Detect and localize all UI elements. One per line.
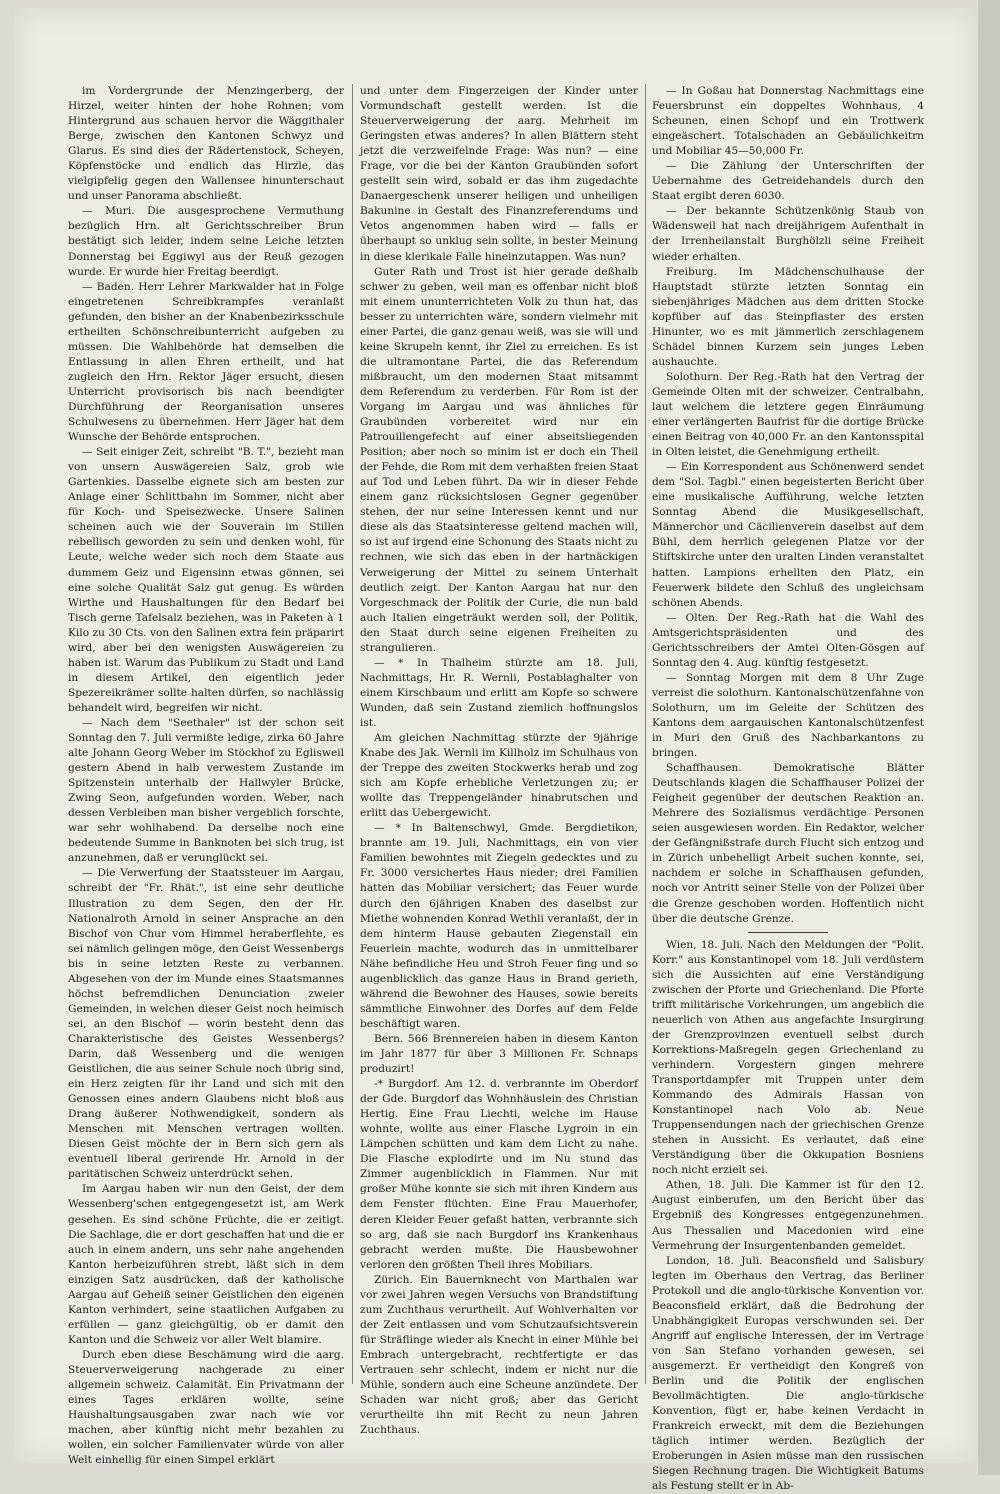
article-paragraph: — Sonntag Morgen mit dem 8 Uhr Zuge verreist die solothurn. Kantonalschützenfahne von Solothurn, um im Geleite der Schützen des Kantons dem aargauischen Kantonalschützenfest in Muri den Gruß des Nachbarkantons zu bringen. xyxy=(652,671,924,760)
column-1 xyxy=(68,84,344,1468)
column-3 xyxy=(652,84,924,1494)
article-paragraph: Solothurn. Der Reg.-Rath hat den Vertrag der Gemeinde Olten mit der schweizer. Centralbahn, laut welchem die letztere gegen Einräumung einer verlängerten Baufrist für die dortige Brücke einen Beitrag von 40,000 Fr. an den Kantonsspital in Olten leistet, die Genehmigung ertheilt. xyxy=(652,370,924,459)
article-paragraph: Bern. 566 Brennereien haben in diesem Kanton im Jahr 1877 für über 3 Millionen Fr. Schnaps produzirt! xyxy=(360,1032,638,1076)
article-paragraph: im Vordergrunde der Menzingerberg, der Hirzel, weiter hinten der hohe Rohnen; vom Hintergrund aus schauen hervor die Wäggithaler Berge, zwischen den Kantonen Schwyz und Glarus. Es sind dies der Rädertenstock, Scheyen, Köpfenstöcke und endlich das Hirzle, das vielgipfelig gegen den Wallensee hinunterschaut und unser Panorama abschließt. xyxy=(68,85,344,203)
article-paragraph: Zürich. Ein Bauernknecht von Marthalen war vor zwei Jahren wegen Versuchs von Brandstiftung zum Zuchthaus verurtheilt. Auf Wohlverhalten vor der Zeit entlassen und vom Schutzaufsichtsverein für Sträflinge wieder als Knecht in einer Mühle bei Embrach untergebracht, rechtfertigte er das Vertrauen sehr schlecht, indem er nicht nur die Mühle, sondern auch eine Scheune anzündete. Der Schaden war nicht groß; aber das Gericht verurtheilte ihn mit Recht zu neun Jahren Zuchthaus. xyxy=(360,1273,638,1437)
article-paragraph: Freiburg. Im Mädchenschulhause der Hauptstadt stürzte letzten Sonntag ein siebenjähriges Mädchen aus dem dritten Stocke kopfüber auf das Steinpflaster des ersten Hinunter, wo es mit jämmerlich zerschlagenem Schädel binnen Kurzem sein junges Leben aushauchte. xyxy=(652,265,924,368)
article-paragraph: Im Aargau haben wir nun den Geist, der dem Wessenberg'schen entgegengesetzt ist, am Werk gesehen. Es sind schöne Früchte, die er zeitigt. Die Sachlage, die er dort geschaffen hat und die er auch in einem andern, uns sehr nahe angehenden Kanton herbeizuführen strebt, läßt sich in dem einzigen Satz ausdrücken, daß der katholische Aargau auf Geheiß seiner Geistlichen den eigenen Kanton verhindert, seine staatlichen Aufgaben zu erfüllen — ganz gleichgültig, ob er damit den Kanton und die Schweiz vor aller Welt blamire. xyxy=(68,1183,344,1346)
article-paragraph: -* Burgdorf. Am 12. d. verbrannte im Oberdorf der Gde. Burgdorf das Wohnhäuslein des Christian Hertig. Eine Frau Liechti, welche im Hause wohnte, wollte aus einer Flasche Lygroin in ein Lämpchen schütten und kam dem Licht zu nahe. Die Flasche explodirte und im Nu stund das Zimmer augenblicklich in Flammen. Nur mit großer Mühe konnte sie sich mit ihren Kindern aus dem Fenster flüchten. Eine Frau Mauerhofer, deren Kleider Feuer gefaßt hatten, verbrannte sich so arg, daß sie nach Burgdorf ins Krankenhaus gebracht werden mußte. Die Hausbewohner verloren den größten Theil ihres Mobiliars. xyxy=(360,1078,638,1271)
article-paragraph: Schaffhausen. Demokratische Blätter Deutschlands klagen die Schaffhauser Polizei der Feigheit gegenüber der deutschen Reaktion an. Mehrere des Sozialismus verdächtige Personen seien ausgewiesen worden. Ein Redaktor, welcher der Gefängnißstrafe durch Flucht sich entzog und in Zürich unbehelligt Arbeit suchen konnte, sei, nachdem er solche in Schaffhausen gefunden, noch vor Antritt seiner Stelle von der Polizei über die Grenze geschoben worden. Hoffentlich nicht über die deutsche Grenze. xyxy=(652,762,924,925)
article-paragraph: Am gleichen Nachmittag stürzte der 9jährige Knabe des Jak. Wernli im Killholz im Schulhaus von der Treppe des zweiten Stockwerks herab und zog sich am Kopfe erhebliche Verletzungen zu; er wollte das Treppengeländer hinabrutschen und erlitt das Uebergewicht. xyxy=(360,732,638,820)
article-paragraph: Wien, 18. Juli. Nach den Meldungen der "Polit. Korr." aus Konstantinopel vom 18. Juli verdüstern sich die Aussichten auf eine Verständigung zwischen der Pforte und Griechenland. Die Pforte trifft militärische Vorkehrungen, um angeblich die neuerlich von Athen aus angefachte Insurgirung der Grenzprovinzen eventuell selbst durch Korrektions-Maßregeln gegen Griechenland zu verhindern. Vorgestern gingen mehrere Transportdampfer mit Truppen unter dem Kommando des Admirals Hassan von Konstantinopel nach Volo ab. Neue Truppensendungen nach der griechischen Grenze stehen in Aussicht. Es verlautet, daß eine Verständigung über die Okkupation Bosniens noch nicht erzielt sei. xyxy=(652,938,924,1177)
article-paragraph: — * In Thalheim stürzte am 18. Juli, Nachmittags, Hr. R. Wernli, Postablaghalter von einem Kirschbaum und erlitt am Kopfe so schwere Wunden, daß sein Zustand ziemlich hoffnungslos ist. xyxy=(360,656,638,729)
article-paragraph: und unter dem Fingerzeigen der Kinder unter Vormundschaft gestellt werden. Ist die Steuerverweigerung der aarg. Mehrheit im Geringsten etwas anderes? In allen Blättern steht jetzt die verzweifelnde Frage: Was nun? — eine Frage, vor die bei der Kanton Graubünden sofort gestellt sein wird, sobald er das ihm zugedachte Danaergeschenk unserer heiligen und unheiligen Bakunine in Gestalt des Finanzreferendums und Vetos angenommen haben wird — falls er überhaupt so unklug sein sollte, in bester Meinung in diese klerikale Falle hineinzutappen. Was nun? xyxy=(360,85,638,263)
article-paragraph: — Olten. Der Reg.-Rath hat die Wahl des Amtsgerichtspräsidenten und des Gerichtsschreibers der Amtei Olten-Gösgen auf Sonntag den 4. Aug. künftig festgesetzt. xyxy=(652,611,924,669)
article-paragraph: Guter Rath und Trost ist hier gerade deßhalb schwer zu geben, weil man es offenbar nicht bloß mit einem ununterrichteten Volk zu thun hat, das besser zu unterrichten wäre, sondern vielmehr mit einer Partei, die ganz genau weiß, was sie will und keine Skrupeln kennt, ihr Ziel zu erreichen. Es ist die ultramontane Partei, die das Referendum mißbraucht, um den modernen Staat mitsammt dem Referendum zu verderben. Für Rom ist der Vorgang im Aargau und was ähnliches für Graubünden vorbereitet wird nur ein Patrouillengefecht auf einer abseitsliegenden Position; aber noch so minim ist er doch ein Theil der Fehde, die Rom mit dem verhaßten freien Staat auf Tod und Leben führt. Da wir in dieser Fehde einem ganz rücksichtslosen Gegner gegenüber stehen, der nur seine Interessen kennt und nur diese als das Staatsinteresse geltend machen will, so ist auf irgend eine Schonung des Staats nicht zu rechnen, wie sich das eben in der hartnäckigen Verweigerung der Mittel zu seinem Unterhalt deutlich zeigt. Der Kanton Aargau hat nur den Vorgeschmack der Politik der Curie, die nun bald auch Italien eingeträukt werden soll, der Politik, den Staat durch seine eigenen Freiheiten zu strangulieren. xyxy=(360,265,638,654)
article-paragraph: — Die Verwerfung der Staatssteuer im Aargau, schreibt der "Fr. Rhät.", ist eine sehr deutliche Illustration zu dem Segen, den der Hr. Nationalroth Arnold in seiner Ansprache an den Bischof von Chur vom Himmel heraberflehte, es sei nämlich gelingen möge, den Geist Wessenbergs bis in seine letzten Reste zu verbannen. Abgesehen von der im Munde eines Staatsmannes höchst befremdlichen Denunciation zweier Gemeinden, in welchen dieser Geist noch heimisch sei, an den Bischof — worin besteht denn das Charakteristische des Geistes Wessenbergs? Darin, daß Wessenberg und die wenigen Geistlichen, die aus seiner Schule noch übrig sind, ein Herz zeigten für ihr Land und sich mit den Genossen eines andern Glaubens nicht bloß aus Drang äußerer Nothwendigkeit, sondern als Menschen mit Menschen vertragen wollten. Diesen Geist möchte der in Bern sich gern als eventuell liberal gerirende Hr. Arnold in der paritätischen Schweiz unterdrückt sehen. xyxy=(68,867,344,1181)
article-paragraph: London, 18. Juli. Beaconsfield und Salisbury legten im Oberhaus den Vertrag, das Berliner Protokoll und die anglo-türkische Konvention vor. Beaconsfield erklärt, daß die Bedrohung der Unabhängigkeit Europas verschwunden sei. Der Angriff auf englische Interessen, der im Vertrage von San Stefano vorhanden gewesen, sei ausgemerzt. Er vertheidigt den Kongreß von Berlin und die Politik der englischen Bevollmächtigten. Die anglo-türkische Konvention, fügt er, habe keinen Verdacht in Frankreich erweckt, mit dem die Beziehungen täglich intimer werden. Bezüglich der Eroberungen in Asien müsse man den russischen Siegen Rechnung tragen. Die Wichtigkeit Batums als Festung stellt er in Ab- xyxy=(652,1254,924,1493)
column-rule-right xyxy=(645,84,646,1384)
article-paragraph: — In Goßau hat Donnerstag Nachmittags eine Feuersbrunst ein doppeltes Wohnhaus, 4 Scheunen, einen Schopf und ein Trottwerk eingeäschert. Totalschaden an Gebäulichkeitrn und Mobiliar 45—50,000 Fr. xyxy=(652,85,924,158)
column-2 xyxy=(360,84,638,1438)
column-rule-left xyxy=(352,84,353,1384)
article-paragraph: — Baden. Herr Lehrer Markwalder hat in Folge eingetretenen Schreibkrampfes veranlaßt gefunden, den bisher an der Knabenbezirksschule ertheilten Schönschreibunterricht aufgeben zu müssen. Die Wahlbehörde hat demselben die Entlassung in allen Ehren ertheilt, und hat zugleich den Hrn. Rektor Jäger ersucht, diesen Unterricht provisorisch bis nach beendigter Durchführung der Reorganisation unseres Schulwesens zu übernehmen. Herr Jäger hat dem Wunsche der Behörde entsprochen. xyxy=(68,280,344,444)
article-paragraph: — Nach dem "Seethaler" ist der schon seit Sonntag den 7. Juli vermißte ledige, zirka 60 Jahre alte Johann Georg Weber im Stöckhof zu Eglisweil gestern Abend in halb verwestem Zustande im Spitzenstein unterhalb der Hallwyler Brücke, Zwing Seon, aufgefunden worden. Weber, nach dessen Verbleiben man bisher vergeblich forschte, war sehr wohlhabend. Da derselbe noch eine bedeutende Summe in Banknoten bei sich trug, ist anzunehmen, daß er verunglückt sei. xyxy=(68,716,344,865)
article-paragraph: Athen, 18. Juli. Die Kammer ist für den 12. August einberufen, um den Bericht über das Ergebniß des Kongresses entgegenzunehmen. Aus Thessalien und Macedonien wird eine Vermehrung der Insurgentenbanden gemeldet. xyxy=(652,1179,924,1252)
section-separator xyxy=(748,932,828,933)
article-paragraph: — Der bekannte Schützenkönig Staub von Wädensweil hat nach dreijährigem Aufenthalt in der Irrenheilanstalt Burghölzli seine Freiheit wieder erhalten. xyxy=(652,205,924,263)
article-paragraph: — * In Baltenschwyl, Gmde. Bergdietikon, brannte am 19. Juli, Nachmittags, ein von vier Familien bewohntes mit Ziegeln gedecktes und zu Fr. 3000 versichertes Haus nieder; drei Familien hatten das Mobiliar versichert; das Feuer wurde durch den 6jährigen Knaben des daselbst zur Miethe wohnenden Konrad Wethli veranlaßt, der in dem hinterm Hause gebauten Ziegenstall ein Feuerlein machte, wodurch das in unmittelbarer Nähe befindliche Heu und Stroh Feuer fing und so augenblicklich das ganze Haus in Brand gerieth, während die Bewohner des Hauses, sowie bereits sämmtliche Einwohner des Dorfes auf dem Felde beschäftigt waren. xyxy=(360,822,638,1030)
article-paragraph: — Seit einiger Zeit, schreibt "B. T.", bezieht man von unsern Auswägereien Salz, grob wie Gartenkies. Dasselbe eignete sich am besten zur Anlage einer Schlittbahn im Sommer, nicht aber für Koch- und Speisezwecke. Unsere Salinen scheinen auch wie der Souverain im Stillen rebellisch geworden zu sein und denken wohl, für Leute, welche weder sich noch dem Staate aus dummem Geiz und Eigensinn etwas gönnen, sei eine solche Qualität Salz gut genug. Es würden Wirthe und Haushaltungen für den Bedarf bei Tisch gerne Tafelsalz beziehen, was in Paketen à 1 Kilo zu 30 Cts. von den Salinen extra fein präparirt wird, aber bei den wenigsten Auswägereien zu haben ist. Warum das Publikum zu Stadt und Land in diesem Artikel, den eigentlich jeder Spezereikrämer sollte halten dürfen, so nachlässig behandelt wird, begreifen wir nicht. xyxy=(68,446,344,714)
article-paragraph: — Ein Korrespondent aus Schönenwerd sendet dem "Sol. Tagbl." einen begeisterten Bericht über eine musikalische Aufführung, welche letzten Sonntag Abend die Musikgesellschaft, Männerchor und Cäcilienverein daselbst auf dem Bühl, dem herrlich gelegenen Platze vor der Stiftskirche unter den uralten Linden veranstaltet hatten. Lampions erhellten den Platz, ein Feuerwerk bildete den Schluß des ungleichsam schönen Abends. xyxy=(652,461,924,609)
article-paragraph: — Die Zählung der Unterschriften der Uebernahme des Getreidehandels durch den Staat ergibt deren 6030. xyxy=(652,160,924,203)
page-edge xyxy=(978,0,1000,1475)
article-paragraph: — Muri. Die ausgesprochene Vermuthung bezüglich Hrn. alt Gerichtsschreiber Brun bestätigt sich leider, indem seine Leiche letzten Donnerstag bei Eggiwyl aus der Reuß gezogen wurde. Er wurde hier Freitag beerdigt. xyxy=(68,205,344,278)
article-paragraph: Durch eben diese Beschämung wird die aarg. Steuerverweigerung nachgerade zu einer allgemein schweiz. Calamität. Ein Privatmann der eines Tages erklären wollte, seine Haushaltungsausgaben zwar nach wie vor machen, aber künftig nicht mehr bezahlen zu wollen, ein solcher Familienvater würde von aller Welt einhellig für einen Simpel erklärt xyxy=(68,1348,344,1467)
